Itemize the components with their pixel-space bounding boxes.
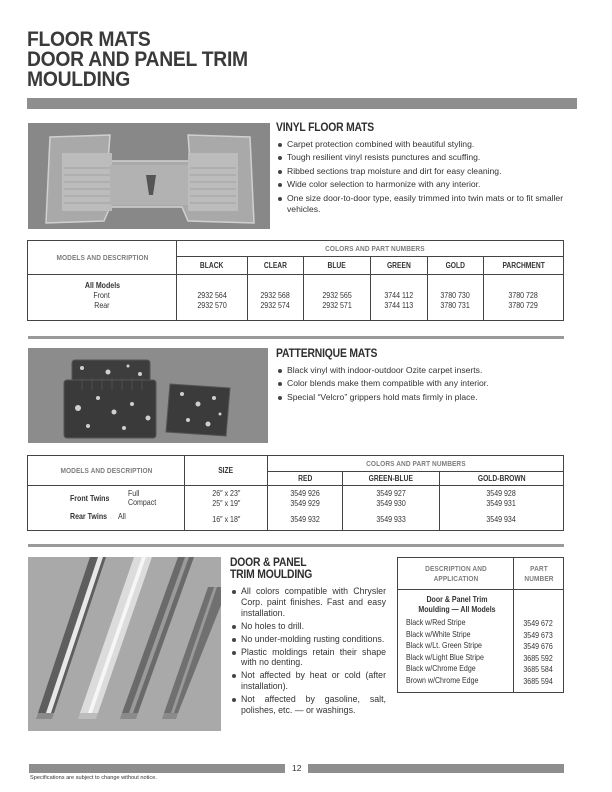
heading-line: DOOR & PANEL [230, 557, 307, 569]
patterned-mat-photo [28, 348, 268, 443]
section-heading: VINYL FLOOR MATS [276, 122, 374, 134]
title-line: MOULDING [27, 68, 130, 91]
part-cell: 3744 112 3744 113 [371, 275, 428, 321]
col-header-color: BLUE [304, 257, 371, 275]
col-header-size: SIZE [185, 456, 268, 486]
col-group-header: COLORS AND PART NUMBERS [177, 241, 564, 257]
part-cell: 3780 728 3780 729 [484, 275, 564, 321]
feature-list [230, 586, 386, 716]
col-header-color: BLACK [177, 257, 248, 275]
section-divider [28, 336, 564, 339]
col-group-header: COLORS AND PART NUMBERS [268, 456, 564, 472]
patterned-mat-image [28, 348, 268, 443]
feature-item: All colors compatible with Chrysler Corp. paint finishes. Fast and easy installation. [230, 586, 386, 618]
part-number-cell: 3549 672 3549 673 3549 676 3685 592 3685 584 3685 594 [514, 590, 564, 693]
feature-item: Plastic moldings retain their shape with no denting. [230, 647, 386, 669]
col-header-color: CLEAR [248, 257, 304, 275]
part-cell: 3549 927 3549 930 3549 933 [343, 486, 440, 531]
feature-item: Carpet protection combined with beautiful styling. [276, 139, 576, 150]
part-cell: 3780 730 3780 731 [428, 275, 484, 321]
col-header-models: MODELS AND DESCRIPTION [28, 241, 177, 275]
feature-item: Special “Velcro” grippers hold mats firmly in place. [276, 392, 576, 403]
moulding-item: Black w/Red Stripe [406, 618, 466, 627]
moulding-item: Black w/Lt. Green Stripe [406, 641, 482, 650]
footer-note: Specifications are subject to change without notice. [30, 775, 157, 781]
feature-item: Ribbed sections trap moisture and dirt for easy cleaning. [276, 166, 576, 177]
vinyl-mats-section [276, 122, 576, 217]
part-cell: 2932 564 2932 570 [177, 275, 248, 321]
model-cell: All Models Front Rear [28, 275, 177, 321]
feature-item: Black vinyl with indoor-outdoor Ozite carpet inserts. [276, 365, 576, 376]
feature-item: Not affected by gasoline, salt, polishes, etc. — or washings. [230, 694, 386, 716]
moulding-section [230, 557, 386, 718]
footer-rule-left [29, 764, 285, 773]
moulding-table [397, 557, 564, 693]
feature-item: No under-molding rusting conditions. [230, 634, 386, 645]
title-line: DOOR AND PANEL TRIM [27, 48, 248, 71]
col-header-description: DESCRIPTION AND APPLICATION [398, 558, 514, 590]
moulding-item: Black w/Chrome Edge [406, 664, 476, 673]
patterned-mats-table [27, 455, 564, 531]
col-header-color: GREEN [371, 257, 428, 275]
part-cell: 2932 565 2932 571 [304, 275, 371, 321]
part-cell: 2932 568 2932 574 [248, 275, 304, 321]
vinyl-mat-image [28, 123, 270, 229]
feature-item: No holes to drill. [230, 621, 386, 632]
footer-rule-right [308, 764, 564, 773]
moulding-item: Brown w/Chrome Edge [406, 675, 479, 685]
title-line: FLOOR MATS [27, 28, 151, 51]
feature-item: Not affected by heat or cold (after installation). [230, 670, 386, 692]
col-header-models: MODELS AND DESCRIPTION [28, 456, 185, 486]
feature-item: Wide color selection to harmonize with any interior. [276, 179, 576, 190]
moulding-image [28, 557, 221, 731]
moulding-photo [28, 557, 221, 731]
section-heading: PATTERNIQUE MATS [276, 348, 378, 360]
part-cell: 3549 926 3549 929 3549 932 [268, 486, 343, 531]
page-number: 12 [292, 763, 302, 773]
part-cell: 3549 928 3549 931 3549 934 [440, 486, 564, 531]
description-cell: Door & Panel Trim Moulding — All Models Black w/Red Stripe Black w/White Stripe Black w/Lt. Green Stripe Black w/Light Blue Stripe Black w/Chrome Edge Brown w/Chrome Edge [398, 590, 514, 693]
col-header-color: PARCHMENT [484, 257, 564, 275]
patterned-mats-section [276, 348, 576, 405]
feature-list [276, 365, 576, 403]
col-header-color: RED [268, 472, 343, 486]
col-header-color: GOLD [428, 257, 484, 275]
vinyl-mats-table [27, 240, 564, 321]
moulding-item: Black w/White Stripe [406, 629, 471, 639]
feature-item: Color blends make them compatible with any interior. [276, 378, 576, 389]
page-title [27, 30, 248, 90]
heading-line: TRIM MOULDING [230, 569, 313, 581]
col-header-color: GREEN-BLUE [343, 472, 440, 486]
feature-list [276, 139, 576, 215]
title-rule [27, 98, 577, 109]
moulding-item: Black w/Light Blue Stripe [406, 652, 484, 662]
section-divider [28, 544, 564, 547]
feature-item: One size door-to-door type, easily trimmed into twin mats or to fit smaller vehicles. [276, 193, 576, 215]
section-heading [230, 557, 370, 581]
model-cell: Front Twins Full Compact Rear Twins All [28, 486, 185, 531]
col-header-part-number: PART NUMBER [514, 558, 564, 590]
size-cell: 26″ x 23″ 25″ x 19″ 16″ x 18″ [185, 486, 268, 531]
vinyl-mat-photo [28, 123, 270, 229]
col-header-color: GOLD-BROWN [440, 472, 564, 486]
feature-item: Tough resilient vinyl resists punctures and scuffing. [276, 152, 576, 163]
